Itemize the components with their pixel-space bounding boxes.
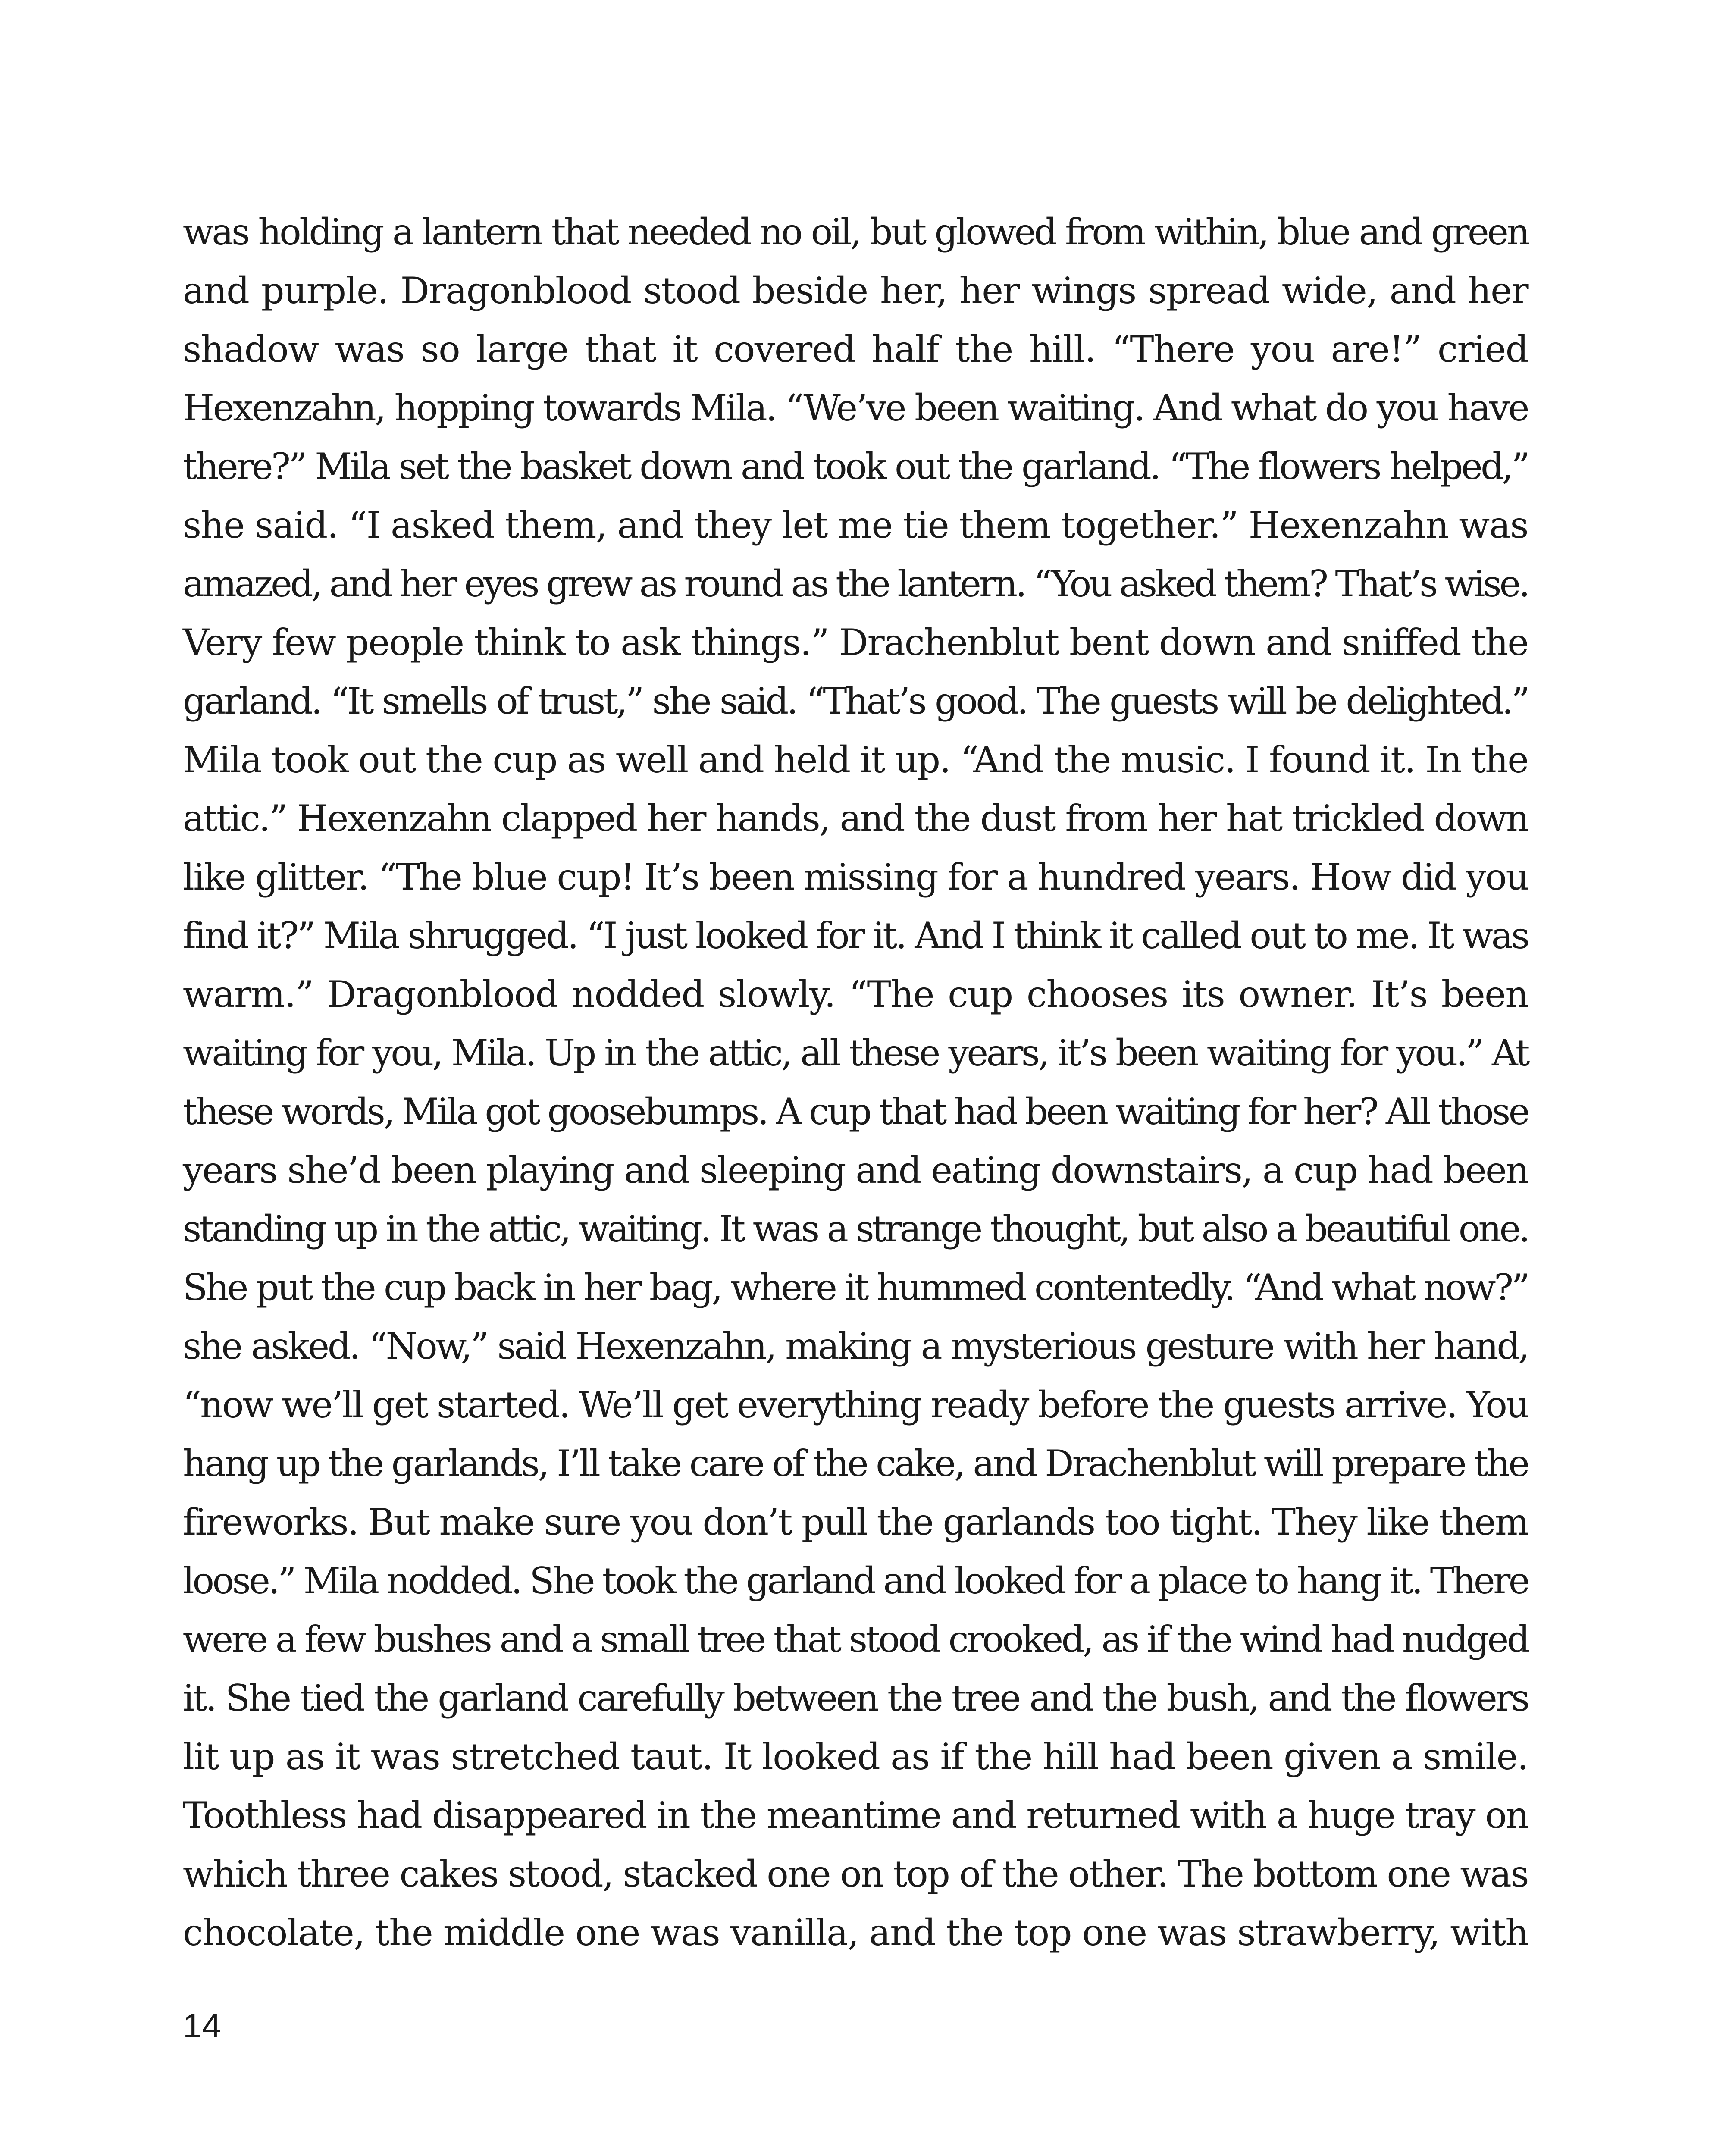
text-line: shadow was so large that it covered half the hill. “There you are!” cried xyxy=(183,328,1528,370)
text-line: Toothless had disappeared in the meantime and returned with a huge tray on xyxy=(183,1794,1528,1836)
text-line: warm.” Dragonblood nodded slowly. “The cup chooses its owner. It’s been xyxy=(183,973,1528,1015)
text-line: waiting for you, Mila. Up in the attic, all these years, it’s been waiting for you.” At xyxy=(183,1032,1528,1074)
text-line: attic.” Hexenzahn clapped her hands, and the dust from her hat trickled down xyxy=(183,797,1528,840)
body-text xyxy=(183,203,1528,1962)
text-line: were a few bushes and a small tree that stood crooked, as if the wind had nudged xyxy=(183,1618,1528,1661)
text-line: amazed, and her eyes grew as round as the lantern. “You asked them? That’s wise. xyxy=(183,563,1528,605)
text-line: fireworks. But make sure you don’t pull the garlands too tight. They like them xyxy=(183,1501,1528,1543)
text-line: these words, Mila got goosebumps. A cup that had been waiting for her? All those xyxy=(183,1091,1528,1133)
text-line: hang up the garlands, I’ll take care of the cake, and Drachenblut will prepare the xyxy=(183,1442,1528,1485)
text-line: She put the cup back in her bag, where it hummed contentedly. “And what now?” xyxy=(183,1266,1528,1309)
text-line: which three cakes stood, stacked one on top of the other. The bottom one was xyxy=(183,1853,1528,1895)
text-line: she asked. “Now,” said Hexenzahn, making a mysterious gesture with her hand, xyxy=(183,1325,1528,1367)
text-line: chocolate, the middle one was vanilla, and the top one was strawberry, with xyxy=(183,1912,1528,1954)
text-line: years she’d been playing and sleeping and eating downstairs, a cup had been xyxy=(183,1149,1528,1191)
text-line: it. She tied the garland carefully between the tree and the bush, and the flowers xyxy=(183,1677,1528,1719)
text-line: and purple. Dragonblood stood beside her, her wings spread wide, and her xyxy=(183,270,1528,312)
text-line: standing up in the attic, waiting. It was a strange thought, but also a beautiful one. xyxy=(183,1208,1528,1250)
text-line: loose.” Mila nodded. She took the garland and looked for a place to hang it. There xyxy=(183,1560,1528,1602)
text-line: garland. “It smells of trust,” she said. “That’s good. The guests will be delighted.” xyxy=(183,680,1528,722)
text-line: she said. “I asked them, and they let me tie them together.” Hexenzahn was xyxy=(183,504,1528,546)
text-line: there?” Mila set the basket down and took out the garland. “The flowers helped,” xyxy=(183,445,1528,488)
text-line: “now we’ll get started. We’ll get everything ready before the guests arrive. You xyxy=(183,1384,1528,1426)
text-line: Mila took out the cup as well and held it up. “And the music. I found it. In the xyxy=(183,739,1528,781)
text-line: find it?” Mila shrugged. “I just looked for it. And I think it called out to me. It was xyxy=(183,915,1528,957)
text-line: lit up as it was stretched taut. It looked as if the hill had been given a smile. xyxy=(183,1736,1528,1778)
page-number: 14 xyxy=(183,2006,221,2045)
text-line: like glitter. “The blue cup! It’s been missing for a hundred years. How did you xyxy=(183,856,1528,898)
text-line: Very few people think to ask things.” Drachenblut bent down and sniffed the xyxy=(183,621,1528,664)
text-line: Hexenzahn, hopping towards Mila. “We’ve been waiting. And what do you have xyxy=(183,387,1528,429)
text-line: was holding a lantern that needed no oil, but glowed from within, blue and green xyxy=(183,211,1528,253)
